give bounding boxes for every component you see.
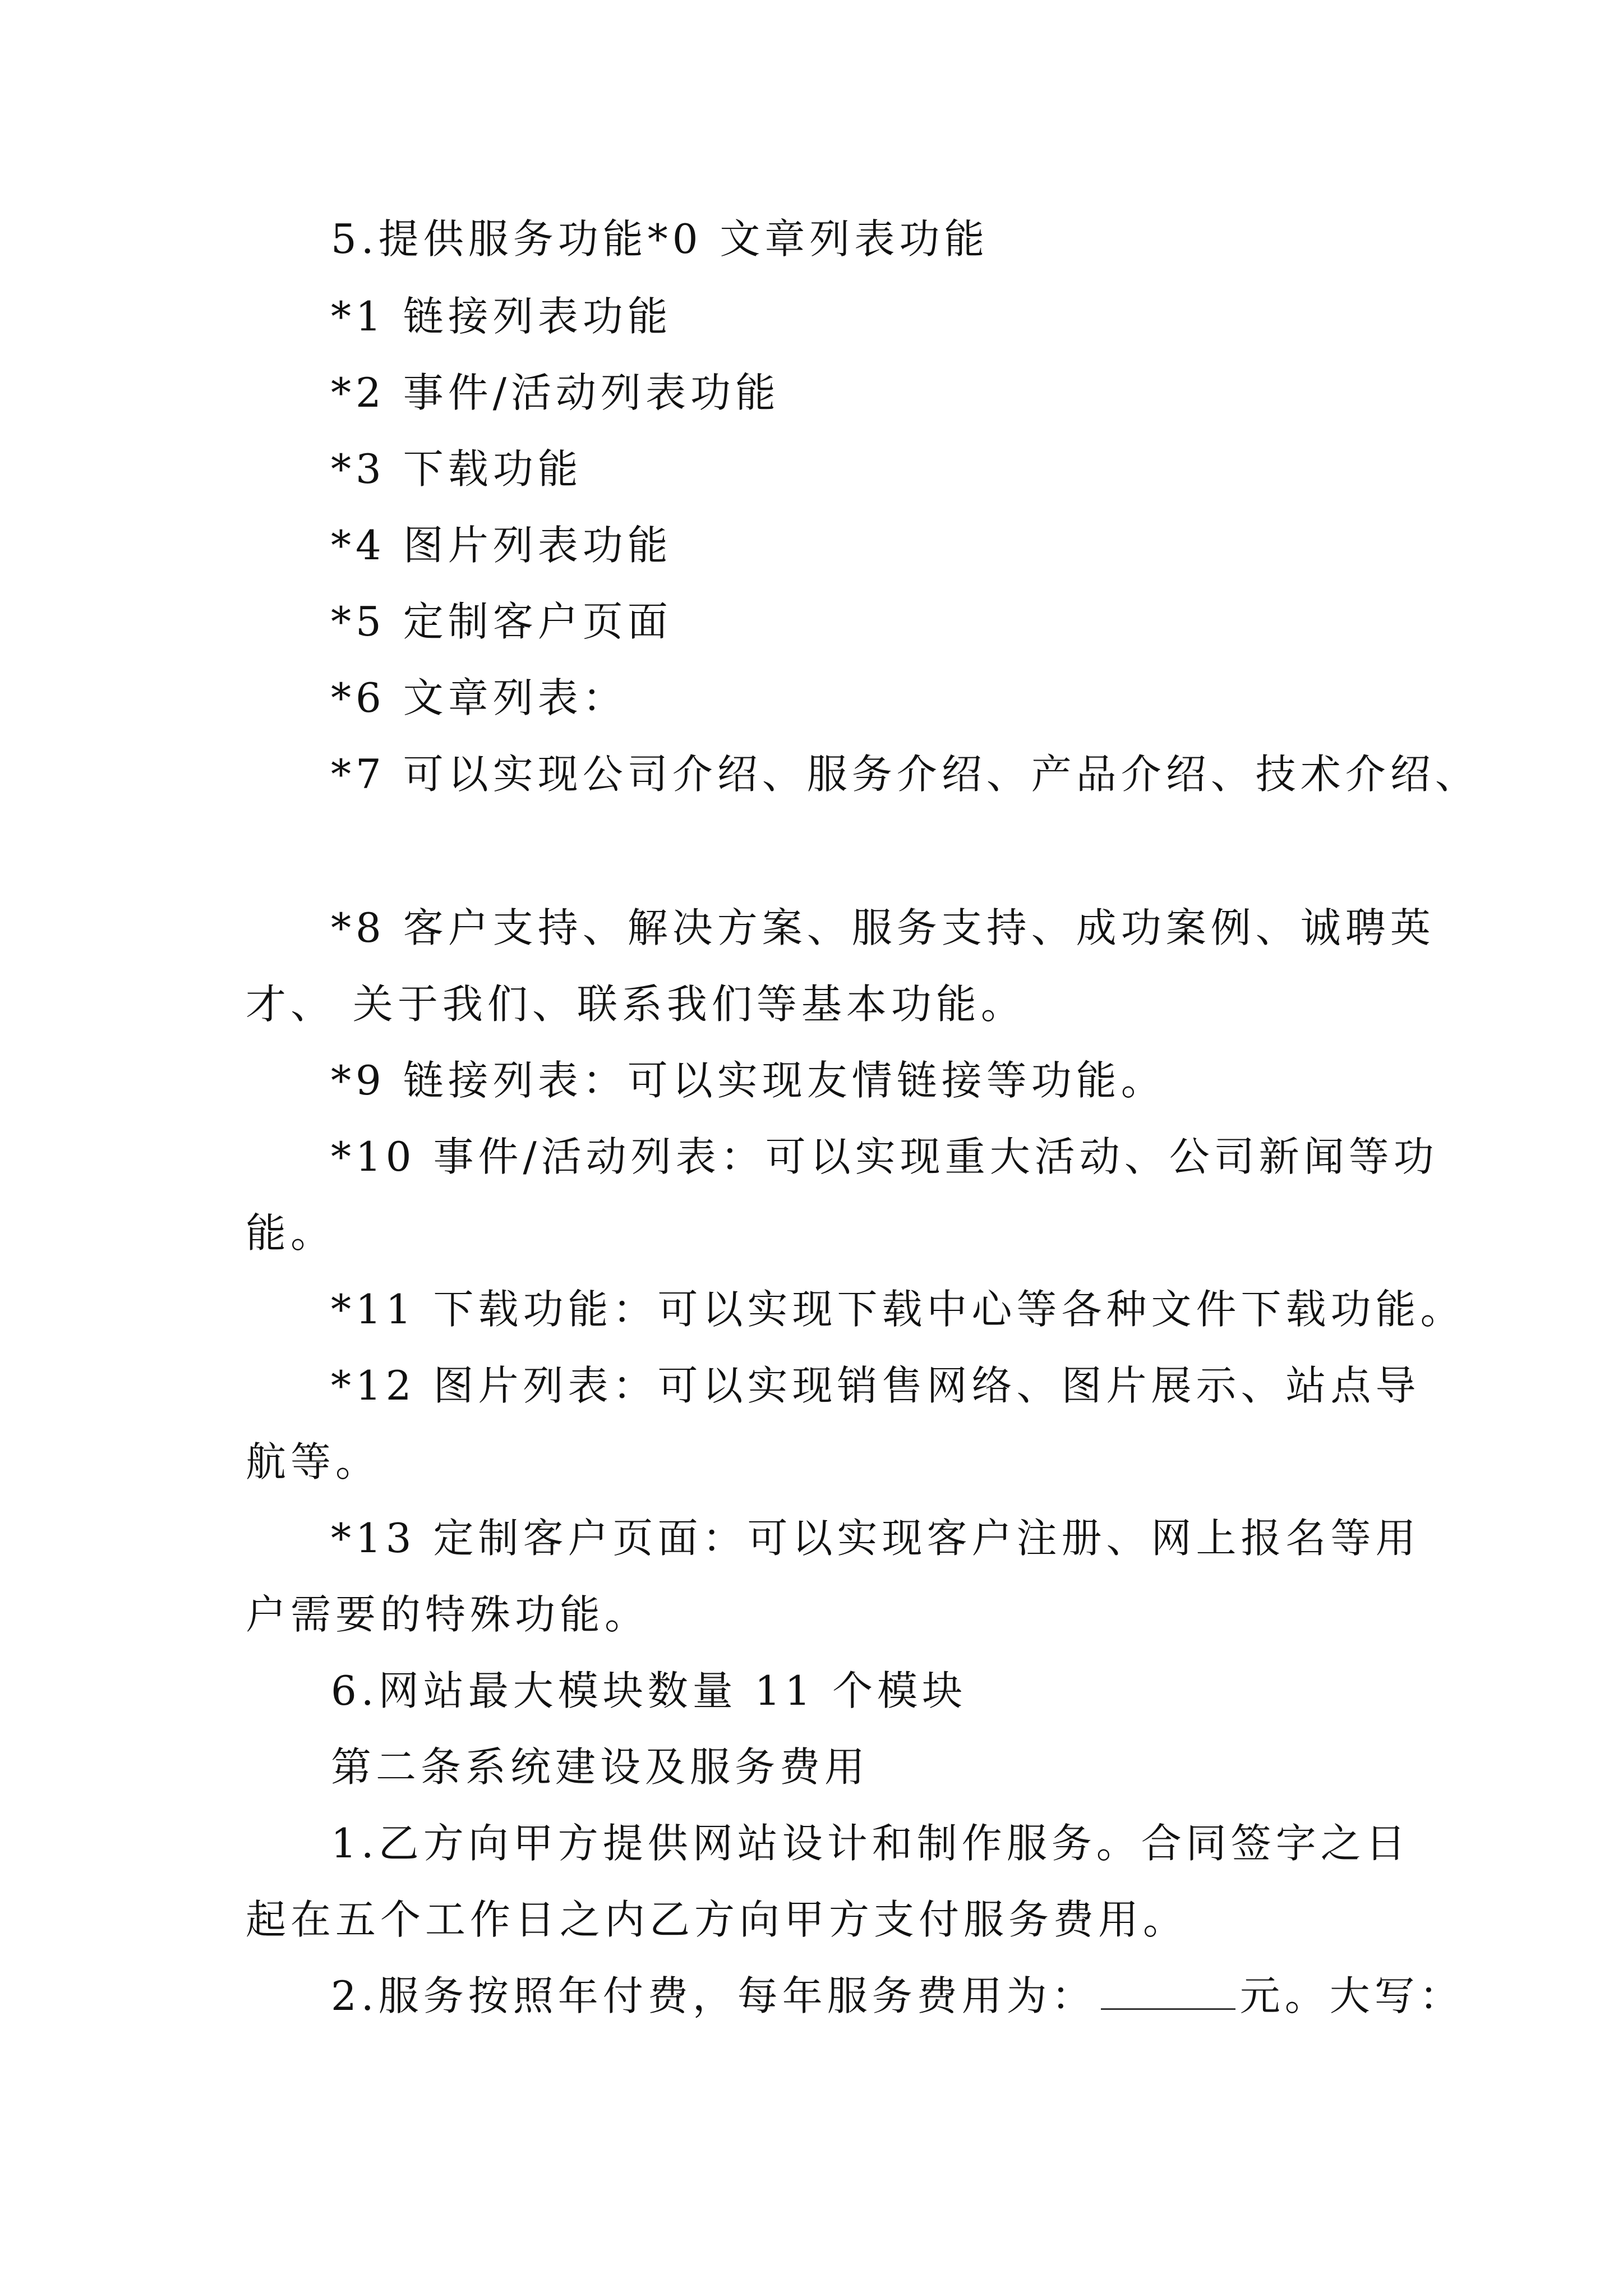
- text-line: 户需要的特殊功能。: [246, 1591, 650, 1638]
- fee-line-suffix: 元。大写：: [1239, 1972, 1464, 2019]
- text-line: 1.乙方向甲方提供网站设计和制作服务。合同签字之日: [331, 1820, 1410, 1867]
- text-line: 6.网站最大模块数量 11 个模块: [331, 1667, 967, 1714]
- text-line: *7 可以实现公司介绍、服务介绍、产品介绍、技术介绍、: [331, 751, 1480, 798]
- text-line: 能。: [246, 1209, 336, 1257]
- text-line: 才、 关于我们、联系我们等基本功能。: [246, 981, 1026, 1028]
- text-line: *2 事件/活动列表功能: [331, 369, 780, 416]
- text-line: *3 下载功能: [331, 445, 583, 493]
- text-line: 5.提供服务功能*0 文章列表功能: [331, 215, 989, 263]
- text-line: 起在五个工作日之内乙方向甲方支付服务费用。: [246, 1896, 1188, 1943]
- text-line: 航等。: [246, 1438, 381, 1485]
- text-line: *6 文章列表：: [331, 674, 628, 721]
- text-line: *5 定制客户页面: [331, 598, 672, 645]
- text-line: *1 链接列表功能: [331, 293, 672, 340]
- fee-line-prefix: 2.服务按照年付费，每年服务费用为：: [331, 1972, 1096, 2019]
- fee-amount-blank: [1101, 1975, 1235, 2010]
- text-line: *10 事件/活动列表：可以实现重大活动、公司新闻等功: [331, 1133, 1438, 1180]
- text-line: 第二条系统建设及服务费用: [331, 1743, 870, 1791]
- text-line: *11 下载功能：可以实现下载中心等各种文件下载功能。: [331, 1286, 1465, 1333]
- text-line: *4 图片列表功能: [331, 522, 672, 569]
- text-line: *8 客户支持、解决方案、服务支持、成功案例、诚聘英: [331, 904, 1435, 951]
- text-line: *9 链接列表：可以实现友情链接等功能。: [331, 1057, 1166, 1104]
- text-line: *13 定制客户页面：可以实现客户注册、网上报名等用: [331, 1515, 1421, 1562]
- text-line: *12 图片列表：可以实现销售网络、图片展示、站点导: [331, 1362, 1421, 1409]
- fee-line: [331, 1970, 1464, 2022]
